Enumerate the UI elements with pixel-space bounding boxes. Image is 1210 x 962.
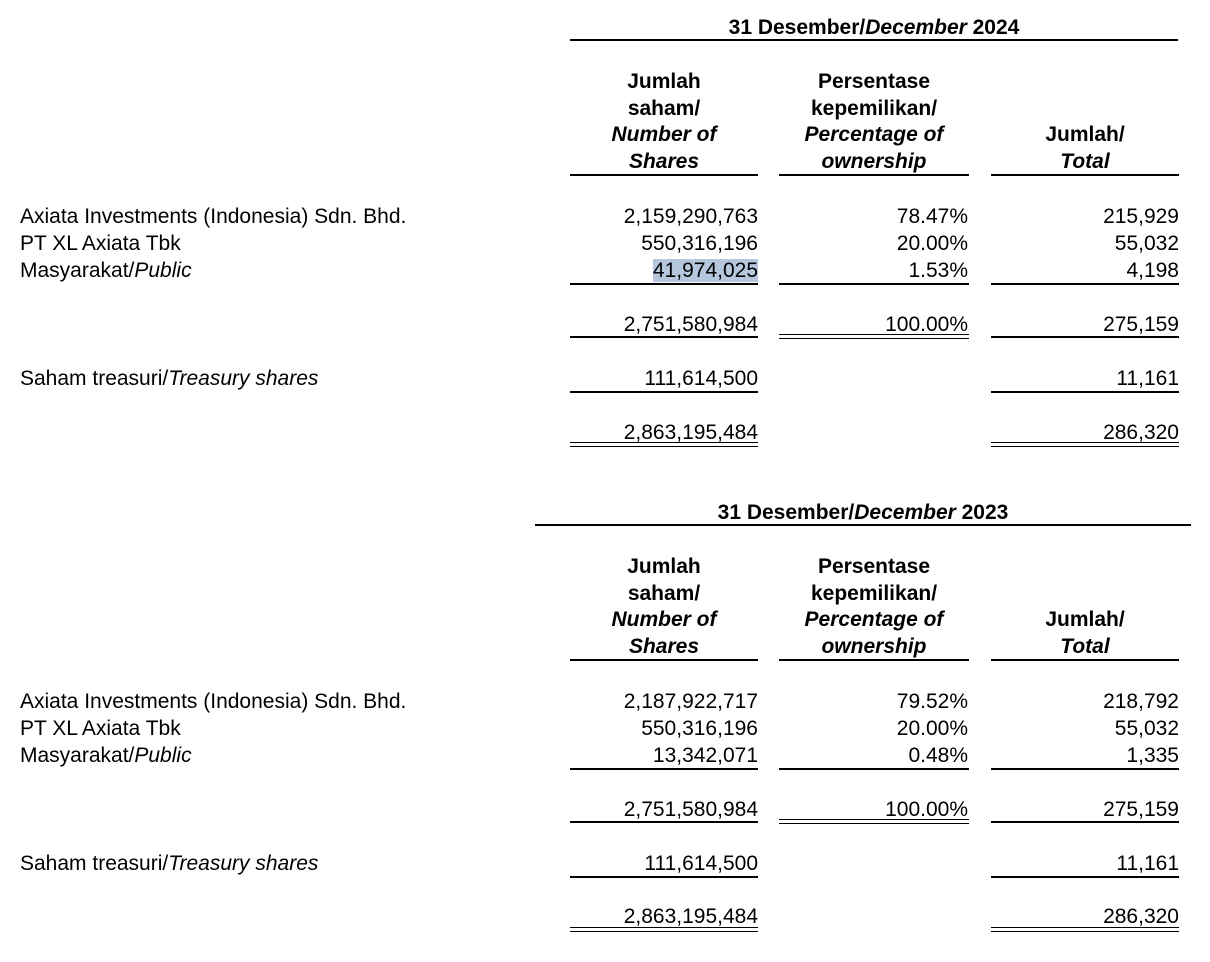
row-total: 218,792 — [1103, 690, 1179, 713]
subtotal-double-underline — [779, 819, 969, 824]
row-shares: 550,316,196 — [641, 232, 758, 255]
treasury-shares: 111,614,500 — [644, 852, 758, 875]
header-shares: Jumlah saham/ Number of Shares — [611, 555, 717, 658]
subtotal-underline — [570, 336, 758, 338]
grand-total-double-underline — [570, 442, 758, 447]
row-shares: 550,316,196 — [641, 717, 758, 740]
treasury-underline — [991, 876, 1179, 878]
treasury-underline — [570, 391, 758, 393]
row-percent: 1.53% — [908, 259, 968, 282]
subtotal-percent: 100.00% — [885, 313, 968, 336]
rows-underline — [779, 283, 969, 285]
row-total: 55,032 — [1114, 717, 1179, 740]
row-percent: 20.00% — [896, 717, 968, 740]
treasury-underline — [991, 391, 1179, 393]
header-underline — [779, 659, 969, 661]
subtotal-underline — [991, 336, 1179, 338]
period-underline — [570, 39, 1178, 41]
selection-highlight[interactable]: 41,974,025 — [652, 259, 758, 282]
header-underline — [991, 174, 1179, 176]
treasury-total: 11,161 — [1116, 367, 1179, 390]
header-shares: Jumlah saham/ Number of Shares — [611, 70, 717, 173]
row-percent: 0.48% — [908, 744, 968, 767]
row-label: PT XL Axiata Tbk — [20, 232, 181, 255]
treasury-shares: 111,614,500 — [644, 367, 758, 390]
header-underline — [779, 174, 969, 176]
row-percent: 78.47% — [896, 205, 968, 228]
grand-total-total: 286,320 — [1103, 905, 1179, 928]
subtotal-total: 275,159 — [1103, 313, 1179, 336]
row-shares: 13,342,071 — [652, 744, 758, 767]
grand-total-double-underline — [570, 927, 758, 932]
subtotal-double-underline — [779, 334, 969, 339]
row-total: 55,032 — [1114, 232, 1179, 255]
row-label: Axiata Investments (Indonesia) Sdn. Bhd. — [20, 690, 407, 713]
rows-underline — [570, 768, 758, 770]
rows-underline — [779, 768, 969, 770]
grand-total-total: 286,320 — [1103, 421, 1179, 444]
header-percentage: Persentase kepemilikan/ Percentage of ownership — [804, 555, 944, 658]
grand-total-shares: 2,863,195,484 — [623, 905, 758, 928]
header-percentage: Persentase kepemilikan/ Percentage of ownership — [804, 70, 944, 173]
rows-underline — [570, 283, 758, 285]
grand-total-double-underline — [991, 442, 1179, 447]
row-label: Masyarakat/Public — [20, 744, 192, 767]
period-underline — [535, 524, 1191, 526]
subtotal-shares: 2,751,580,984 — [623, 313, 758, 336]
subtotal-percent: 100.00% — [885, 798, 968, 821]
rows-underline — [991, 768, 1179, 770]
period-title-2024: 31 Desember/December 2024 — [728, 16, 1020, 39]
header-underline — [991, 659, 1179, 661]
row-label: PT XL Axiata Tbk — [20, 717, 181, 740]
period-title-2023: 31 Desember/December 2023 — [717, 501, 1009, 524]
treasury-total: 11,161 — [1116, 852, 1179, 875]
subtotal-total: 275,159 — [1103, 798, 1179, 821]
header-total: Jumlah/ Total — [1045, 123, 1125, 173]
row-shares: 2,159,290,763 — [623, 205, 758, 228]
row-total: 1,335 — [1126, 744, 1179, 767]
row-label: Axiata Investments (Indonesia) Sdn. Bhd. — [20, 205, 407, 228]
grand-total-shares: 2,863,195,484 — [623, 421, 758, 444]
row-total: 215,929 — [1103, 205, 1179, 228]
treasury-label: Saham treasuri/Treasury shares — [20, 852, 319, 875]
row-total: 4,198 — [1126, 259, 1179, 282]
subtotal-shares: 2,751,580,984 — [623, 798, 758, 821]
row-label: Masyarakat/Public — [20, 259, 192, 282]
row-percent: 79.52% — [896, 690, 968, 713]
row-shares: 2,187,922,717 — [623, 690, 758, 713]
subtotal-underline — [570, 821, 758, 823]
subtotal-underline — [991, 821, 1179, 823]
rows-underline — [991, 283, 1179, 285]
row-percent: 20.00% — [896, 232, 968, 255]
header-underline — [570, 174, 758, 176]
header-underline — [570, 659, 758, 661]
grand-total-double-underline — [991, 927, 1179, 932]
row-shares — [570, 257, 758, 284]
treasury-label: Saham treasuri/Treasury shares — [20, 367, 319, 390]
header-total: Jumlah/ Total — [1045, 608, 1125, 658]
treasury-underline — [570, 876, 758, 878]
